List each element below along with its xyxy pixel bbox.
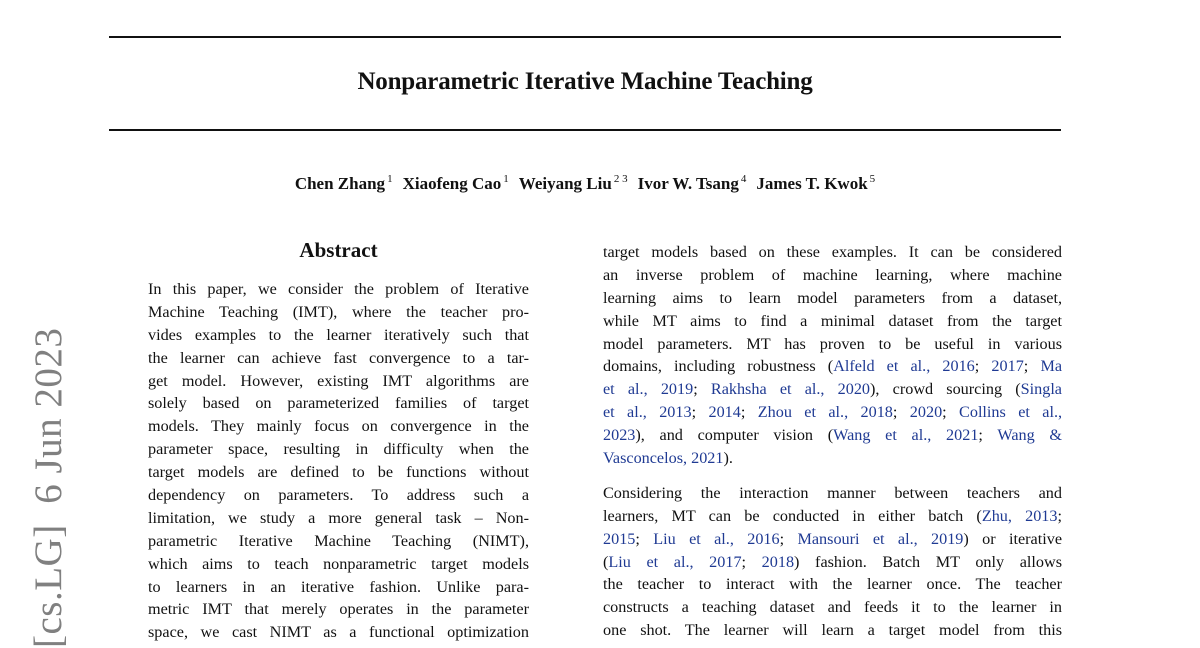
paper-title: Nonparametric Iterative Machine Teaching [357, 68, 813, 95]
text-run: ; [1057, 506, 1062, 525]
introduction-column [603, 241, 1062, 642]
text-line [603, 287, 1062, 310]
abstract-line: space, we cast NIMT as a functional optimization [148, 623, 529, 642]
text-line [603, 401, 1062, 424]
author-affiliation: 2 3 [613, 173, 628, 185]
text-run: ). [723, 449, 733, 468]
abstract-heading: Abstract [299, 238, 378, 262]
author-affiliation: 1 [387, 173, 393, 185]
abstract-line: models. They mainly focus on convergence in the [148, 417, 529, 436]
text-run: constructs a teaching dataset and feeds it to the learner in [603, 598, 1062, 617]
text-line [603, 424, 1062, 447]
citation-link[interactable]: Zhou et al., 2018 [757, 403, 893, 422]
title-rule-bottom [109, 129, 1061, 131]
abstract-body [148, 278, 529, 644]
text-line [603, 264, 1062, 287]
abstract-line: vides examples to the learner iteratively such that [148, 325, 529, 344]
text-line [603, 378, 1062, 401]
author-name: Chen Zhang [294, 174, 386, 193]
author-name: Weiyang Liu [518, 174, 612, 193]
text-run: ; [691, 403, 709, 422]
citation-link[interactable]: Zhu, 2013 [981, 506, 1058, 525]
author-name: Ivor W. Tsang [637, 174, 739, 193]
author-affiliation: 5 [869, 173, 876, 185]
abstract-line: metric IMT that merely operates in the parameter [148, 600, 529, 619]
text-run: learners, MT can be conducted in either batch ( [603, 506, 982, 525]
author-affiliation: 4 [740, 173, 747, 185]
citation-link[interactable]: Vasconcelos, 2021 [603, 449, 724, 468]
text-run: ), crowd sourcing ( [870, 380, 1021, 399]
text-run: ; [974, 357, 992, 376]
citation-link[interactable]: 2018 [761, 552, 795, 571]
text-line [603, 619, 1062, 642]
text-run: ), and computer vision ( [635, 426, 834, 445]
citation-link[interactable]: 2015 [603, 529, 636, 548]
text-run: one shot. The learner will learn a target model from this [603, 621, 1062, 640]
text-run: ) or iterative [963, 529, 1063, 548]
arxiv-stamp: [cs.LG] 6 Jun 2023 [27, 327, 70, 648]
abstract-line: the learner can achieve fast convergence to a tar- [148, 348, 529, 367]
text-run: ; [978, 426, 998, 445]
text-line [603, 310, 1062, 333]
text-line [603, 551, 1062, 574]
author [756, 174, 875, 193]
abstract-line: parametric Iterative Machine Teaching (NIMT), [148, 531, 529, 550]
citation-link[interactable]: Alfeld et al., 2016 [833, 357, 975, 376]
text-run: ; [741, 552, 762, 571]
author-name: James T. Kwok [756, 174, 868, 193]
abstract-line: solely based on parameterized families of target [148, 394, 529, 413]
author [403, 174, 509, 193]
author [519, 174, 628, 193]
text-run: ; [942, 403, 960, 422]
paragraph-gap [603, 470, 1062, 482]
text-run: domains, including robustness ( [603, 357, 834, 376]
citation-link[interactable]: Mansouri et al., 2019 [797, 529, 964, 548]
citation-link[interactable]: Ma [1040, 357, 1063, 376]
abstract-line: get model. However, existing IMT algorithms are [148, 371, 529, 390]
citation-link[interactable]: 2017 [991, 357, 1024, 376]
citation-link[interactable]: 2023 [603, 426, 636, 445]
text-run: learning aims to learn model parameters from a dataset, [603, 288, 1062, 307]
abstract-line: parameter space, resulting in difficulty when the [148, 440, 529, 459]
text-run: ( [603, 552, 609, 571]
text-run: an inverse problem of machine learning, where machine [603, 265, 1062, 284]
text-line [603, 355, 1062, 378]
citation-link[interactable]: et al., 2019 [603, 380, 694, 399]
intro-paragraph-1 [603, 241, 1062, 470]
abstract-line: which aims to teach nonparametric target models [148, 554, 529, 573]
citation-link[interactable]: Liu et al., 2017 [608, 552, 742, 571]
citation-link[interactable]: Liu et al., 2016 [653, 529, 780, 548]
citation-link[interactable]: et al., 2013 [603, 403, 692, 422]
author-affiliation: 1 [503, 173, 509, 185]
intro-paragraph-2 [603, 482, 1062, 642]
text-run: Considering the interaction manner between teachers and [603, 483, 1062, 502]
author [295, 174, 393, 193]
citation-link[interactable]: Rakhsha et al., 2020 [710, 380, 871, 399]
text-run: ; [779, 529, 798, 548]
citation-link[interactable]: Singla [1020, 380, 1062, 399]
author-list [109, 173, 1061, 194]
text-run: model parameters. MT has proven to be useful in various [603, 334, 1062, 353]
text-run: while MT aims to find a minimal dataset from the target [603, 311, 1062, 330]
text-run: ; [693, 380, 711, 399]
text-line [603, 447, 1062, 470]
title-rule-top [109, 36, 1061, 38]
citation-link[interactable]: 2020 [909, 403, 943, 422]
author [638, 174, 747, 193]
citation-link[interactable]: Collins et al., [959, 403, 1063, 422]
text-run: ; [740, 403, 758, 422]
text-line [603, 241, 1062, 264]
text-run: the teacher to interact with the learner once. The teacher [603, 575, 1062, 594]
abstract-line: limitation, we study a more general task – Non- [148, 508, 529, 527]
text-line [603, 573, 1062, 596]
text-run: ; [635, 529, 654, 548]
citation-link[interactable]: 2014 [708, 403, 741, 422]
text-run: ; [1023, 357, 1041, 376]
citation-link[interactable]: Wang & [997, 426, 1062, 445]
abstract-line: Machine Teaching (IMT), where the teacher pro- [148, 302, 529, 321]
abstract-line: target models are defined to be functions without [148, 463, 529, 482]
abstract-line: dependency on parameters. To address such a [148, 486, 529, 505]
citation-link[interactable]: Wang et al., 2021 [833, 426, 979, 445]
text-line [603, 333, 1062, 356]
abstract-line: In this paper, we consider the problem of Iterative [148, 280, 529, 298]
text-run: target models based on these examples. It can be considered [603, 243, 1062, 261]
author-name: Xiaofeng Cao [402, 174, 502, 193]
text-run: ) fashion. Batch MT only allows [794, 552, 1062, 571]
text-run: ; [892, 403, 910, 422]
text-line [603, 596, 1062, 619]
text-line [603, 482, 1062, 505]
text-line [603, 528, 1062, 551]
text-line [603, 505, 1062, 528]
abstract-line: to learners in an iterative fashion. Unlike para- [148, 577, 529, 596]
